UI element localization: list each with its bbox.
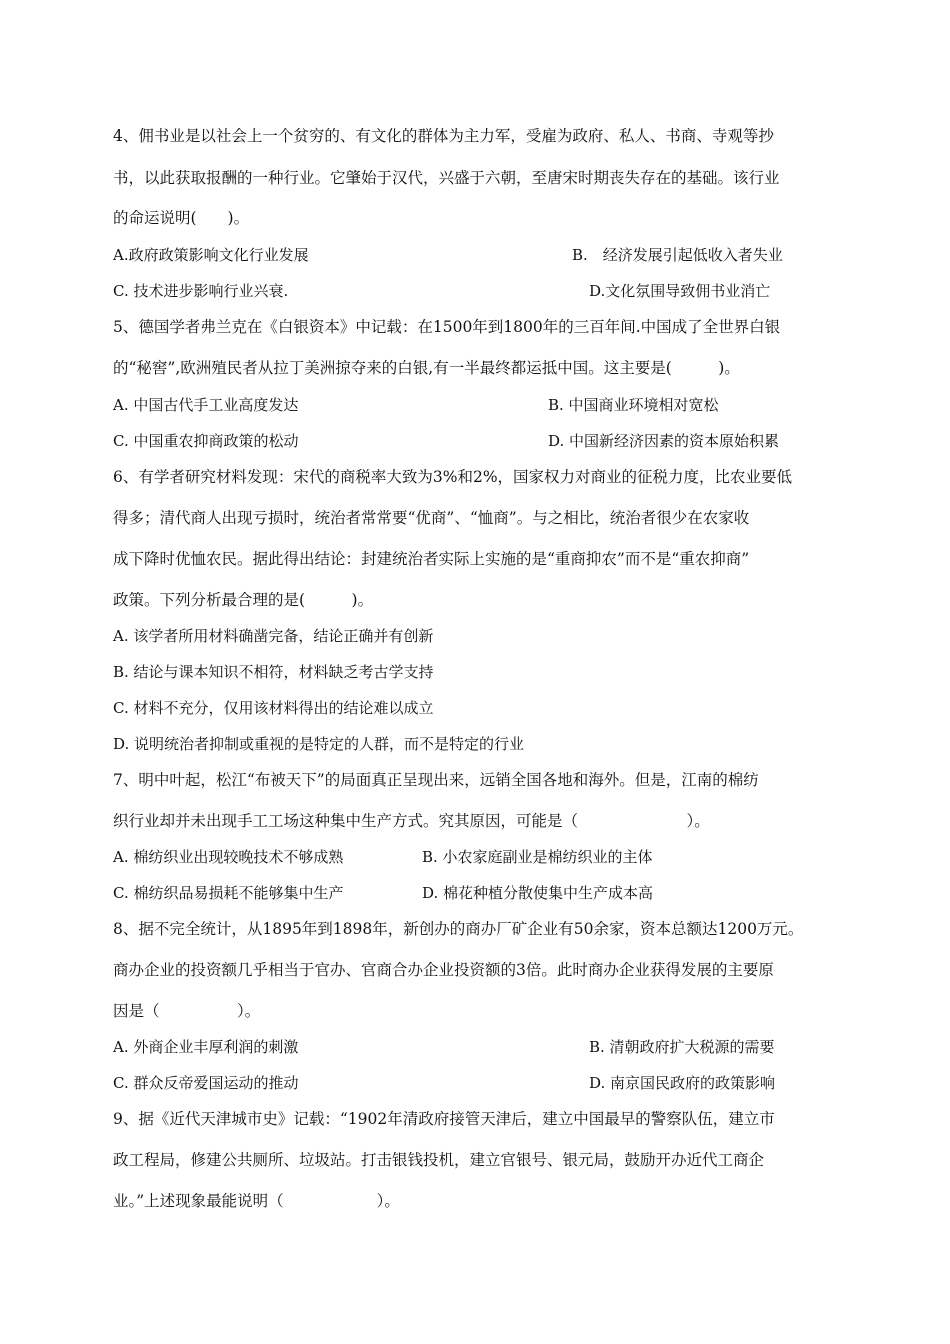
option-b: B. 中国商业环境相对宽松 bbox=[548, 396, 719, 414]
option-a: A. 棉纺织业出现较晚技术不够成熟 bbox=[113, 848, 344, 866]
option-c: C. 棉纺织品易损耗不能够集中生产 bbox=[113, 884, 344, 902]
option-a: A. 中国古代手工业高度发达 bbox=[113, 396, 299, 414]
option-c: C. 技术进步影响行业兴衰. bbox=[113, 282, 289, 300]
question-text-line: 的命运说明( )。 bbox=[113, 209, 250, 227]
option-c: C. 群众反帝爱国运动的推动 bbox=[113, 1074, 299, 1092]
question-text-line: 7、明中叶起，松江“布被天下”的局面真正呈现出来，远销全国各地和海外。但是，江南的棉纺 bbox=[113, 771, 759, 789]
option-d: D. 说明统治者抑制或重视的是特定的人群，而不是特定的行业 bbox=[113, 735, 525, 753]
question-text-line: 6、有学者研究材料发现：宋代的商税率大致为3%和2%，国家权力对商业的征税力度，比农业要低 bbox=[113, 468, 793, 486]
question-text-line: 因是（ ）。 bbox=[113, 1002, 261, 1020]
question-text-line: 8、据不完全统计，从1895年到1898年，新创办的商办厂矿企业有50余家，资本总额达1200万元。 bbox=[113, 920, 804, 938]
question-text-line: 的“秘窖”,欧洲殖民者从拉丁美洲掠夺来的白银,有一半最终都运抵中国。这主要是( )。 bbox=[113, 359, 740, 377]
option-b: B. 小农家庭副业是棉纺织业的主体 bbox=[422, 848, 653, 866]
option-c: C. 材料不充分，仅用该材料得出的结论难以成立 bbox=[113, 699, 434, 717]
question-text-line: 业。”上述现象最能说明（ ）。 bbox=[113, 1192, 400, 1210]
option-a: A.政府政策影响文化行业发展 bbox=[113, 246, 309, 264]
option-d: D. 棉花种植分散使集中生产成本高 bbox=[422, 884, 654, 902]
question-text-line: 5、德国学者弗兰克在《白银资本》中记载：在1500年到1800年的三百年间.中国成了全世界白银 bbox=[113, 318, 781, 336]
option-a: A. 该学者所用材料确凿完备，结论正确并有创新 bbox=[113, 627, 434, 645]
option-a: A. 外商企业丰厚利润的刺激 bbox=[113, 1038, 299, 1056]
question-text-line: 织行业却并未出现手工工场这种集中生产方式。究其原因，可能是（ ）。 bbox=[113, 812, 710, 830]
question-text-line: 商办企业的投资额几乎相当于官办、官商合办企业投资额的3倍。此时商办企业获得发展的主要原 bbox=[113, 961, 774, 979]
option-c: C. 中国重农抑商政策的松动 bbox=[113, 432, 299, 450]
option-d: D. 南京国民政府的政策影响 bbox=[589, 1074, 776, 1092]
option-b: B. 结论与课本知识不相符，材料缺乏考古学支持 bbox=[113, 663, 434, 681]
question-text-line: 书，以此获取报酬的一种行业。它肇始于汉代，兴盛于六朝，至唐宋时期丧失存在的基础。该行业 bbox=[113, 169, 780, 187]
question-text-line: 4、佣书业是以社会上一个贫穷的、有文化的群体为主力军，受雇为政府、私人、书商、寺观等抄 bbox=[113, 127, 774, 145]
question-text-line: 成下降时优恤农民。据此得出结论：封建统治者实际上实施的是“重商抑农”而不是“重农抑商” bbox=[113, 550, 750, 568]
question-text-line: 政工程局，修建公共厕所、垃圾站。打击银钱投机，建立官银号、银元局，鼓励开办近代工商企 bbox=[113, 1151, 765, 1169]
question-text-line: 9、据《近代天津城市史》记载：“1902年清政府接管天津后，建立中国最早的警察队伍，建立市 bbox=[113, 1110, 775, 1128]
question-text-line: 得多；清代商人出现亏损时，统治者常常要“优商”、“恤商”。与之相比，统治者很少在农家收 bbox=[113, 509, 750, 527]
option-b: B. 经济发展引起低收入者失业 bbox=[572, 246, 783, 264]
option-d: D. 中国新经济因素的资本原始积累 bbox=[548, 432, 780, 450]
question-text-line: 政策。下列分析最合理的是( )。 bbox=[113, 591, 374, 609]
option-b: B. 清朝政府扩大税源的需要 bbox=[589, 1038, 775, 1056]
option-d: D.文化氛围导致佣书业消亡 bbox=[589, 282, 771, 300]
